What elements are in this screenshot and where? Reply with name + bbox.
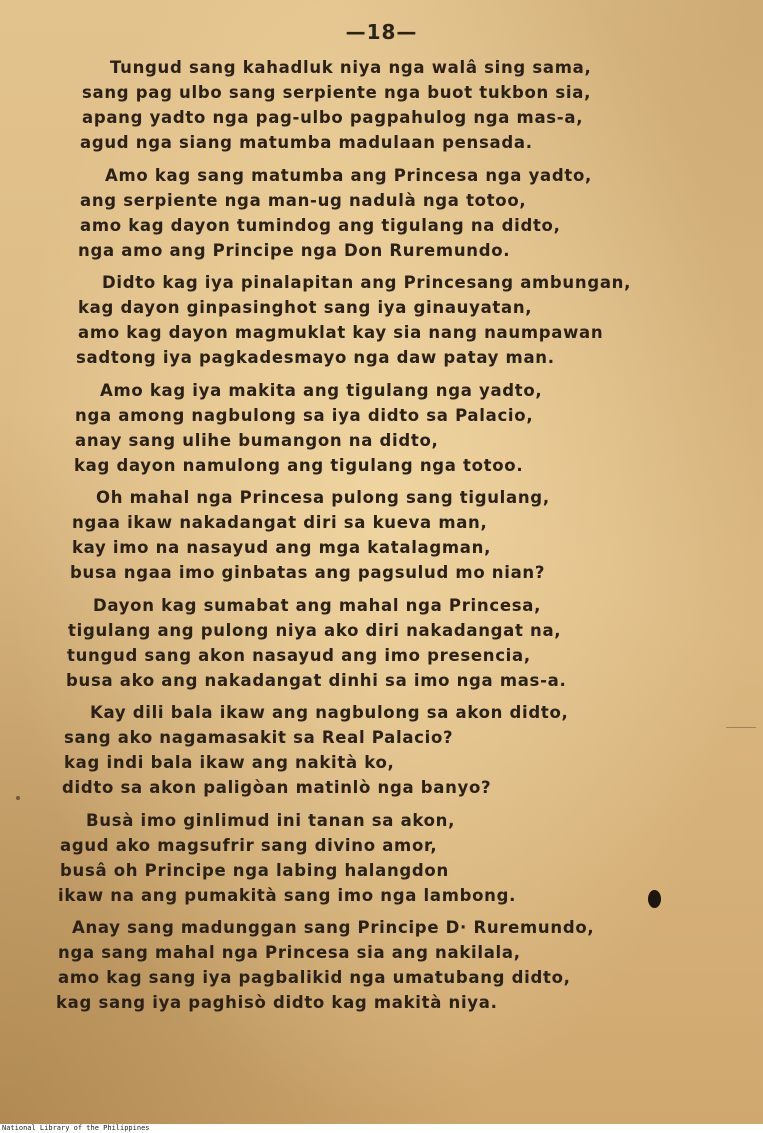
- verse-line: agud nga siang matumba madulaan pensada.: [80, 133, 533, 152]
- stanza: [0, 377, 763, 485]
- verse-line: busa ako ang nakadangat dinhi sa imo nga mas-a.: [66, 670, 567, 690]
- verse-line: amo kag sang iya pagbalikid nga umatubang didto,: [58, 968, 571, 987]
- verse-line: sang pag ulbo sang serpiente nga buot tukbon sia,: [82, 83, 592, 102]
- verse-line: Tungud sang kahadluk niya nga walâ sing sama,: [110, 58, 592, 77]
- verse-line: tigulang ang pulong niya ako diri nakadangat na,: [68, 620, 562, 640]
- verse-line: anay sang ulihe bumangon na didto,: [75, 430, 439, 450]
- verse-line: kay imo na nasayud ang mga katalagman,: [72, 538, 492, 557]
- verse-line: busa ngaa imo ginbatas ang pagsulud mo nian?: [70, 563, 546, 582]
- verse-line: busâ oh Principe nga labing halangdon: [60, 860, 449, 880]
- poem-body: [0, 54, 763, 1022]
- stanza: [0, 54, 763, 162]
- verse-line: Anay sang madunggan sang Principe D· Ruremundo,: [72, 918, 595, 937]
- verse-line: nga among nagbulong sa iya didto sa Palacio,: [75, 405, 534, 425]
- verse-line: agud ako magsufrir sang divino amor,: [60, 835, 438, 855]
- verse-line: kag dayon ginpasinghot sang iya ginauyatan,: [78, 298, 533, 317]
- stanza: [0, 162, 763, 270]
- verse-line: apang yadto nga pag-ulbo pagpahulog nga mas-a,: [82, 108, 584, 127]
- verse-line: ngaa ikaw nakadangat diri sa kueva man,: [72, 513, 488, 532]
- verse-line: Amo kag iya makita ang tigulang nga yadto,: [100, 380, 543, 400]
- ink-blot: [648, 890, 661, 908]
- verse-line: kag sang iya paghisò didto kag makità niya.: [56, 993, 498, 1012]
- verse-line: sadtong iya pagkadesmayo nga daw patay man.: [76, 348, 555, 367]
- verse-line: ang serpiente nga man-ug nadulà nga totoo,: [80, 190, 527, 210]
- verse-line: Amo kag sang matumba ang Princesa nga yadto,: [105, 165, 592, 185]
- verse-line: sang ako nagamasakit sa Real Palacio?: [64, 728, 454, 747]
- library-credit: National Library of the Philippines: [2, 1124, 150, 1132]
- verse-line: kag dayon namulong ang tigulang nga totoo.: [74, 455, 524, 475]
- verse-line: Oh mahal nga Princesa pulong sang tigulang,: [96, 488, 550, 507]
- verse-line: ikaw na ang pumakità sang imo nga lambong.: [58, 885, 517, 905]
- paper-speck: [726, 727, 756, 728]
- verse-line: nga sang mahal nga Princesa sia ang nakilala,: [58, 943, 521, 962]
- verse-line: didto sa akon paligòan matinlò nga banyo?: [62, 778, 492, 797]
- stanza: [0, 699, 763, 807]
- verse-line: Kay dili bala ikaw ang nagbulong sa akon didto,: [90, 703, 569, 722]
- stanza: [0, 484, 763, 592]
- paper-speck: [16, 796, 20, 800]
- verse-line: kag indi bala ikaw ang nakità ko,: [64, 753, 395, 772]
- verse-line: amo kag dayon magmuklat kay sia nang naumpawan: [78, 323, 604, 342]
- stanza: [0, 269, 763, 377]
- verse-line: tungud sang akon nasayud ang imo presencia,: [67, 645, 531, 665]
- verse-line: Dayon kag sumabat ang mahal nga Princesa,: [93, 595, 542, 615]
- verse-line: amo kag dayon tumindog ang tigulang na didto,: [80, 215, 561, 235]
- stanza: [0, 914, 763, 1022]
- verse-line: nga amo ang Principe nga Don Ruremundo.: [78, 240, 511, 260]
- verse-line: Busà imo ginlimud ini tanan sa akon,: [86, 810, 456, 830]
- stanza: [0, 592, 763, 700]
- verse-line: Didto kag iya pinalapitan ang Princesang ambungan,: [102, 273, 632, 292]
- page-number: —18—: [345, 20, 418, 44]
